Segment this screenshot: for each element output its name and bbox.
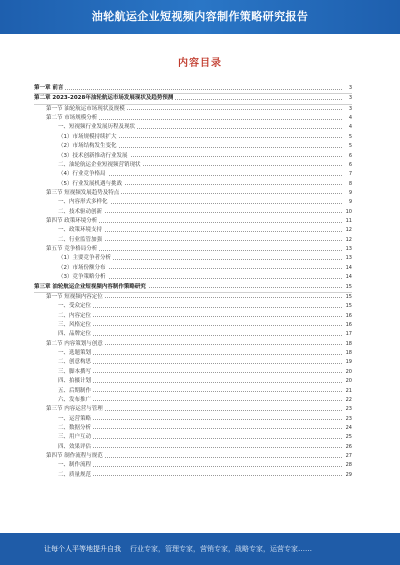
toc-page-number: 21 bbox=[345, 387, 352, 396]
toc-entry-text: 一、制作流程 bbox=[58, 462, 92, 469]
toc-page-number: 28 bbox=[345, 461, 352, 470]
toc-entry-text: 第一节 短视频内容定位 bbox=[46, 293, 103, 300]
toc-page-number: 16 bbox=[345, 321, 352, 330]
toc-entry[interactable] bbox=[34, 152, 352, 161]
toc-page-number: 20 bbox=[345, 377, 352, 386]
toc-entry-text: 二、创意构思 bbox=[58, 359, 92, 366]
footer-slogan: 让每个人平等地提升自我 bbox=[44, 545, 121, 553]
toc-entry-text: 一、短视频行业发展历程及现状 bbox=[58, 124, 136, 131]
footer-tagline: 行业专家，管理专家，营销专家，战略专家，运营专家…… bbox=[130, 545, 312, 553]
toc-entry[interactable] bbox=[34, 123, 352, 132]
toc-entry[interactable] bbox=[34, 217, 352, 226]
toc-entry[interactable] bbox=[34, 368, 352, 377]
toc-page-number: 23 bbox=[345, 415, 352, 424]
toc-entry[interactable] bbox=[34, 94, 352, 104]
toc-page-number: 3 bbox=[348, 94, 352, 103]
toc-entry-text: 二、行业监管加强 bbox=[58, 236, 103, 243]
toc-entry-text: 三、风格定位 bbox=[58, 321, 92, 328]
toc-entry-text: （3）技术创新推动行业发展 bbox=[58, 152, 128, 159]
toc-entry[interactable] bbox=[34, 461, 352, 470]
toc-entry-text: （1）主要竞争者分析 bbox=[58, 255, 111, 262]
toc-entry-text: （1）市场规模持续扩大 bbox=[58, 133, 117, 140]
toc-entry-text: 第一节 油轮航运市场现状及规模 bbox=[46, 105, 125, 112]
toc-entry[interactable] bbox=[34, 133, 352, 142]
toc-leader bbox=[58, 335, 342, 336]
toc-entry-text: 第三章 油轮航运企业短视频内容制作策略研究 bbox=[34, 283, 146, 290]
toc-page-number: 20 bbox=[345, 368, 352, 377]
toc-entry[interactable] bbox=[34, 405, 352, 414]
toc-entry-text: 四、拍摄计划 bbox=[58, 378, 92, 385]
document-title: 油轮航运企业短视频内容制作策略研究报告 bbox=[91, 10, 309, 23]
toc-entry-text: 一、政策环境支持 bbox=[58, 227, 103, 234]
toc-entry-text: 第四节 政策环境分析 bbox=[46, 218, 98, 225]
toc-page-number: 22 bbox=[345, 396, 352, 405]
toc-entry-text: 一、受众定位 bbox=[58, 303, 92, 310]
toc-entry[interactable] bbox=[34, 302, 352, 311]
toc-page-number: 27 bbox=[345, 452, 352, 461]
toc-entry[interactable] bbox=[34, 105, 352, 114]
toc-entry[interactable] bbox=[34, 283, 352, 293]
toc-entry[interactable] bbox=[34, 245, 352, 254]
toc-entry-text: 三、脚本撰写 bbox=[58, 368, 92, 375]
toc-entry[interactable] bbox=[34, 415, 352, 424]
toc-entry[interactable] bbox=[34, 142, 352, 151]
toc-page-number: 9 bbox=[348, 189, 352, 198]
toc-entry-text: 一、选题策划 bbox=[58, 350, 92, 357]
toc-page-number: 14 bbox=[345, 264, 352, 273]
toc-page-number: 11 bbox=[345, 217, 352, 226]
toc-page-number: 23 bbox=[345, 405, 352, 414]
toc-leader bbox=[58, 363, 342, 364]
toc-page-number: 18 bbox=[345, 340, 352, 349]
toc-leader bbox=[58, 391, 342, 392]
toc-page-number: 12 bbox=[345, 236, 352, 245]
toc-entry-text: 第二章 2023-2028年油轮航运市场发展现状及趋势预测 bbox=[34, 95, 174, 102]
toc-entry[interactable] bbox=[34, 236, 352, 245]
toc-page-number: 25 bbox=[345, 433, 352, 442]
toc-leader bbox=[58, 400, 342, 401]
toc-page-number: 6 bbox=[348, 152, 352, 161]
toc-leader bbox=[58, 307, 342, 308]
toc-entry-text: 二、油轮航运企业短视频营销现状 bbox=[58, 161, 141, 168]
toc-entry[interactable] bbox=[34, 226, 352, 235]
toc-entry-text: 第二节 内容策划与创意 bbox=[46, 340, 103, 347]
toc-entry[interactable] bbox=[34, 189, 352, 198]
toc-page-number: 17 bbox=[345, 330, 352, 339]
toc-entry-text: （2）市场结构发生变化 bbox=[58, 143, 117, 150]
toc-entry[interactable] bbox=[34, 254, 352, 263]
toc-entry[interactable] bbox=[34, 452, 352, 461]
toc-entry[interactable] bbox=[34, 433, 352, 442]
toc-entry[interactable] bbox=[34, 312, 352, 321]
toc-entry[interactable] bbox=[34, 180, 352, 189]
toc-leader bbox=[58, 372, 342, 373]
toc-entry[interactable] bbox=[34, 198, 352, 207]
toc-leader bbox=[58, 354, 342, 355]
toc-entry-text: 二、质量规范 bbox=[58, 471, 92, 478]
toc-leader bbox=[58, 475, 342, 476]
toc-entry[interactable] bbox=[34, 377, 352, 386]
toc-entry[interactable] bbox=[34, 443, 352, 452]
toc-entry[interactable] bbox=[34, 273, 352, 282]
toc-entry-text: 二、数据分析 bbox=[58, 424, 92, 431]
toc-entry-text: 二、技术驱动创新 bbox=[58, 208, 103, 215]
toc-entry[interactable] bbox=[34, 321, 352, 330]
toc-page-number: 10 bbox=[345, 208, 352, 217]
toc-page-number: 4 bbox=[348, 114, 352, 123]
toc-page-number: 19 bbox=[345, 358, 352, 367]
toc-page-number: 15 bbox=[345, 283, 352, 292]
document-header bbox=[0, 0, 400, 34]
toc-entry-text: 第四节 制作流程与规范 bbox=[46, 453, 103, 460]
toc-entry-text: （4）行业竞争格局 bbox=[58, 171, 106, 178]
toc-entry-text: （2）市场份额分布 bbox=[58, 264, 106, 271]
table-of-contents bbox=[34, 84, 352, 480]
toc-page-number: 14 bbox=[345, 273, 352, 282]
toc-entry[interactable] bbox=[34, 161, 352, 170]
toc-entry-text: 一、运营策略 bbox=[58, 415, 92, 422]
toc-page-number: 15 bbox=[345, 293, 352, 302]
footer-bar bbox=[0, 533, 400, 565]
toc-entry-text: 五、后期制作 bbox=[58, 387, 92, 394]
toc-entry[interactable] bbox=[34, 349, 352, 358]
toc-entry-text: 第三节 内容运营与管理 bbox=[46, 406, 103, 413]
toc-page-number: 18 bbox=[345, 349, 352, 358]
toc-page-number: 5 bbox=[348, 142, 352, 151]
toc-heading: 内容目录 bbox=[178, 58, 222, 69]
toc-entry-text: 三、用户互动 bbox=[58, 434, 92, 441]
toc-entry-text: 一、内容形式多样化 bbox=[58, 199, 108, 206]
toc-entry-text: 六、发布推广 bbox=[58, 396, 92, 403]
toc-entry[interactable] bbox=[34, 396, 352, 405]
toc-leader bbox=[58, 316, 342, 317]
toc-entry[interactable] bbox=[34, 330, 352, 339]
toc-entry[interactable] bbox=[34, 264, 352, 273]
toc-page-number: 15 bbox=[345, 302, 352, 311]
toc-leader bbox=[58, 325, 342, 326]
toc-page-number: 16 bbox=[345, 312, 352, 321]
toc-page-number: 8 bbox=[348, 180, 352, 189]
toc-page-number: 13 bbox=[345, 254, 352, 263]
toc-page-number: 6 bbox=[348, 161, 352, 170]
toc-leader bbox=[58, 466, 342, 467]
toc-page-number: 26 bbox=[345, 443, 352, 452]
toc-entry[interactable] bbox=[34, 170, 352, 179]
toc-entry-text: 第五节 竞争格局分析 bbox=[46, 246, 98, 253]
toc-page-number: 9 bbox=[348, 198, 352, 207]
toc-entry-text: 第三节 短视频发展趋势及特点 bbox=[46, 189, 120, 196]
toc-leader bbox=[58, 419, 342, 420]
toc-entry-text: （5）行业发展机遇与挑战 bbox=[58, 180, 123, 187]
toc-page-number: 24 bbox=[345, 424, 352, 433]
toc-leader bbox=[34, 89, 342, 90]
toc-page-number: 5 bbox=[348, 133, 352, 142]
toc-page-number: 4 bbox=[348, 123, 352, 132]
toc-page-number: 29 bbox=[345, 471, 352, 480]
toc-entry[interactable] bbox=[34, 424, 352, 433]
toc-entry-text: （3）竞争策略分析 bbox=[58, 274, 106, 281]
toc-page-number: 3 bbox=[348, 105, 352, 114]
toc-page-number: 3 bbox=[348, 84, 352, 93]
toc-entry[interactable] bbox=[34, 340, 352, 349]
toc-leader bbox=[58, 447, 342, 448]
toc-leader bbox=[58, 438, 342, 439]
toc-entry[interactable] bbox=[34, 387, 352, 396]
toc-entry-text: 第一章 前言 bbox=[34, 85, 64, 91]
toc-entry[interactable] bbox=[34, 293, 352, 302]
toc-entry[interactable] bbox=[34, 114, 352, 123]
toc-entry-text: 第二节 市场规模分析 bbox=[46, 115, 98, 122]
toc-entry-text: 四、品牌定位 bbox=[58, 331, 92, 338]
toc-page-number: 12 bbox=[345, 226, 352, 235]
toc-entry-text: 四、效果评估 bbox=[58, 443, 92, 450]
toc-page-number: 7 bbox=[348, 170, 352, 179]
toc-page-number: 13 bbox=[345, 245, 352, 254]
toc-entry-text: 二、内容定位 bbox=[58, 312, 92, 319]
toc-entry[interactable] bbox=[34, 208, 352, 217]
toc-entry[interactable] bbox=[34, 358, 352, 367]
toc-leader bbox=[58, 382, 342, 383]
toc-leader bbox=[58, 428, 342, 429]
toc-entry[interactable] bbox=[34, 84, 352, 94]
toc-entry[interactable] bbox=[34, 471, 352, 480]
